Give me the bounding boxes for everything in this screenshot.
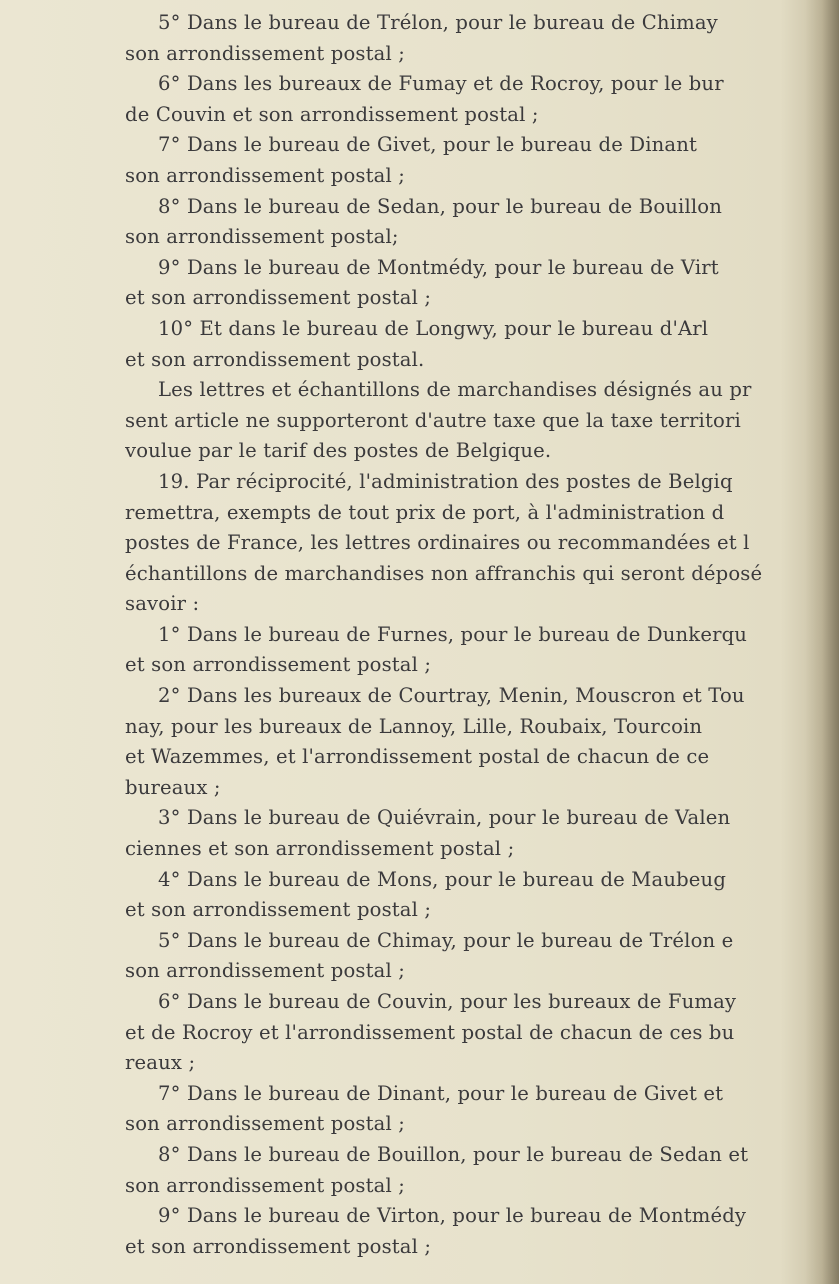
paragraph-fumay-rocroy: 6° Dans les bureaux de Fumay et de Rocroy, pour le bur de Couvin et son arrondissement postal ; <box>125 72 724 126</box>
paragraph-dinant: 7° Dans le bureau de Dinant, pour le bureau de Givet et son arrondissement postal ; <box>125 1081 724 1136</box>
paragraph-montmedy: 9° Dans le bureau de Montmédy, pour le bureau de Virt et son arrondissement postal ; <box>125 255 719 310</box>
paragraph-mons: 4° Dans le bureau de Mons, pour le bureau de Maubeug et son arrondissement postal ; <box>125 867 727 922</box>
paragraph-chimay: 5° Dans le bureau de Chimay, pour le bureau de Trélon e son arrondissement postal ; <box>125 928 734 983</box>
document-body <box>125 8 815 1278</box>
paragraph-bouillon: 8° Dans le bureau de Bouillon, pour le bureau de Sedan et son arrondissement postal ; <box>125 1142 749 1197</box>
paragraph-quievrain: 3° Dans le bureau de Quiévrain, pour le bureau de Valen ciennes et son arrondissement postal ; <box>125 806 731 861</box>
paragraph-courtray: 2° Dans les bureaux de Courtray, Menin, Mouscron et Tou nay, pour les bureaux de Lannoy, Lille, Roubaix, Tourcoin et Wazemmes, et l'arrondissement postal de chacun de ce bureaux ; <box>125 684 745 799</box>
paragraph-virton: 9° Dans le bureau de Virton, pour le bureau de Montmédy et son arrondissement postal ; <box>125 1204 747 1258</box>
paragraph-article-19: 19. Par réciprocité, l'administration des postes de Belgiq remettra, exempts de tout prix de port, à l'administration d postes de France, les lettres ordinaires ou recommandées et l échantillons de marchandises non affranchis qui seront déposé savoir : <box>125 469 763 616</box>
paragraph-sedan: 8° Dans le bureau de Sedan, pour le bureau de Bouillon son arrondissement postal; <box>125 194 723 249</box>
paragraph-givet: 7° Dans le bureau de Givet, pour le bureau de Dinant son arrondissement postal ; <box>125 133 698 187</box>
paragraph-furnes: 1° Dans le bureau de Furnes, pour le bureau de Dunkerqu et son arrondissement postal ; <box>125 622 748 677</box>
paragraph-longwy: 10° Et dans le bureau de Longwy, pour le bureau d'Arl et son arrondissement postal. <box>125 316 709 371</box>
paragraph-trelon: 5° Dans le bureau de Trélon, pour le bureau de Chimay son arrondissement postal ; <box>125 11 718 65</box>
paragraph-couvin: 6° Dans le bureau de Couvin, pour les bureaux de Fumay et de Rocroy et l'arrondissement postal de chacun de ces bu reaux ; <box>125 990 737 1075</box>
paragraph-taxe: Les lettres et échantillons de marchandises désignés au pr sent article ne supporteront d'autre taxe que la taxe territori voulue par le tarif des postes de Belgique. <box>125 378 752 463</box>
